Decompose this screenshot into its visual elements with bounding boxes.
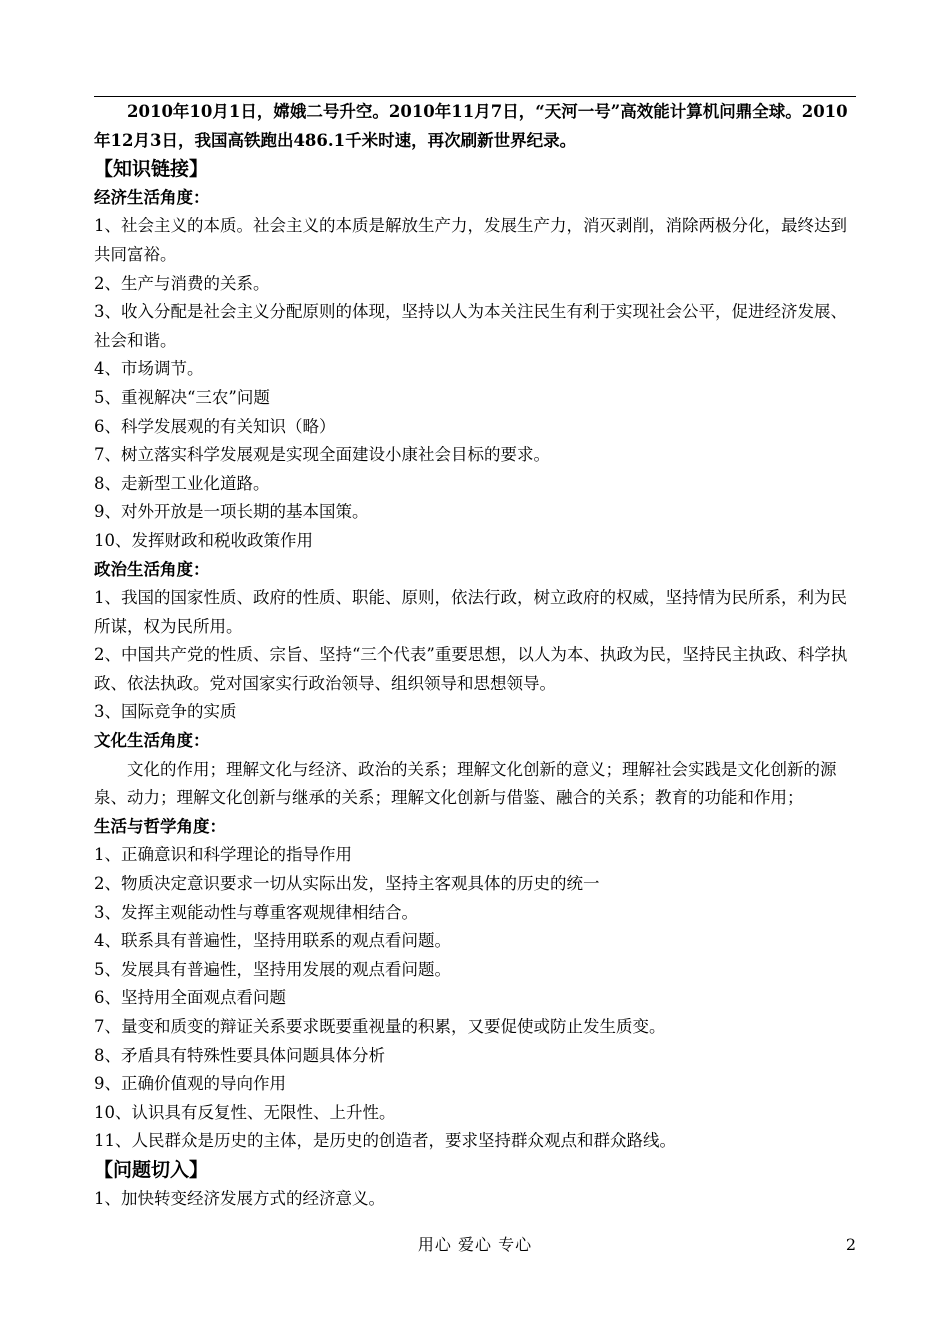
list-item: 7、量变和质变的辩证关系要求既要重视量的积累，又要促使或防止发生质变。 [94,1017,666,1036]
list-item: 1、加快转变经济发展方式的经济意义。 [94,1188,385,1208]
footer-text: 用心 爱心 专心 [417,1235,533,1254]
list-item: 3、发挥主观能动性与尊重客观规律相结合。 [94,902,418,922]
knowledge-heading: 【知识链接】 [94,158,209,181]
list-item: 2、中国共产党的性质、宗旨、坚持“三个代表”重要思想，以人为本、执政为民，坚持民主执政、科学执政、依法执政。党对国家实行政治领导、组织领导和思想领导。 [94,645,848,693]
list-item: 1、社会主义的本质。社会主义的本质是解放生产力，发展生产力，消灭剥削，消除两极分化，最终达到共同富裕。 [94,216,847,264]
philosophy-title: 生活与哲学角度： [94,816,226,836]
economic-title: 经济生活角度： [94,187,210,207]
list-item: 10、发挥财政和税收政策作用 [94,530,313,550]
cultural-title: 文化生活角度： [94,731,210,751]
document-page [94,0,856,1342]
header-rule [94,96,856,97]
page-number: 2 [845,1235,856,1254]
list-item: 7、树立落实科学发展观是实现全面建设小康社会目标的要求。 [94,445,550,465]
list-item: 6、科学发展观的有关知识（略） [94,416,336,436]
list-item: 11、人民群众是历史的主体，是历史的创造者，要求坚持群众观点和群众路线。 [94,1131,676,1151]
list-item: 9、对外开放是一项长期的基本国策。 [94,502,369,522]
list-item: 6、坚持用全面观点看问题 [94,988,286,1008]
list-item: 4、联系具有普遍性，坚持用联系的观点看问题。 [94,931,451,951]
list-item: 5、发展具有普遍性，坚持用发展的观点看问题。 [94,959,451,979]
list-item: 2、生产与消费的关系。 [94,273,270,293]
list-item: 8、走新型工业化道路。 [94,473,270,493]
list-item: 10、认识具有反复性、无限性、上升性。 [94,1102,396,1122]
intro-paragraph: 2010年10月1日，嫦娥二号升空。2010年11月7日，“天河一号”高效能计算机问鼎全球。2010年12月3日，我国高铁跑出486.1千米时速，再次刷新世界纪录。 [94,102,848,150]
list-item: 4、市场调节。 [94,359,204,379]
list-item: 1、正确意识和科学理论的指导作用 [94,845,352,865]
footer [94,1231,856,1255]
list-item: 3、国际竞争的实质 [94,702,237,722]
list-item: 1、我国的国家性质、政府的性质、职能、原则，依法行政，树立政府的权威，坚持情为民所系，利为民所谋，权为民所用。 [94,588,847,636]
cultural-paragraph: 文化的作用；理解文化与经济、政治的关系；理解文化创新的意义；理解社会实践是文化创新的源泉、动力；理解文化创新与继承的关系；理解文化创新与借鉴、融合的关系；教育的功能和作用； [94,759,837,808]
list-item: 8、矛盾具有特殊性要具体问题具体分析 [94,1045,385,1065]
list-item: 9、正确价值观的导向作用 [94,1074,286,1094]
political-title: 政治生活角度： [94,559,210,579]
content [94,98,856,1213]
list-item: 3、收入分配是社会主义分配原则的体现，坚持以人为本关注民生有利于实现社会公平，促进经济发展、社会和谐。 [94,302,847,350]
question-heading: 【问题切入】 [94,1158,209,1181]
list-item: 5、重视解决“三农”问题 [94,387,270,407]
list-item: 2、物质决定意识要求一切从实际出发，坚持主客观具体的历史的统一 [94,874,600,894]
